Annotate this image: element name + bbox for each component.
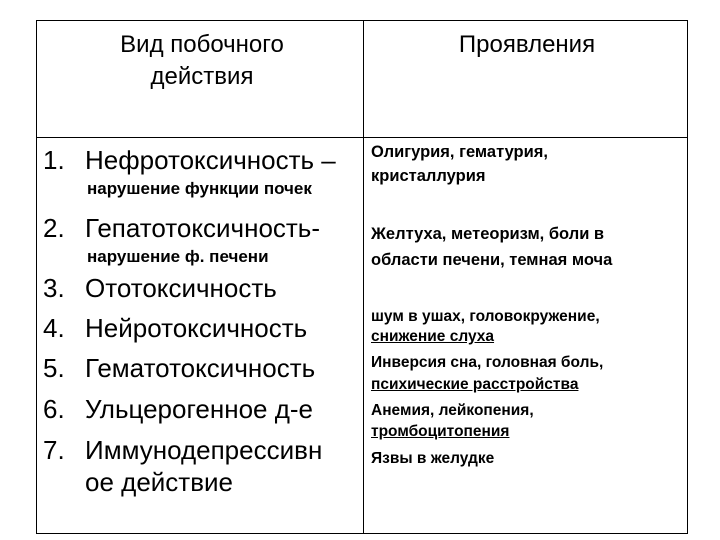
item-5-title: Гематотоксичность — [85, 353, 316, 383]
item-2-title: Гепатотоксичность- — [85, 213, 321, 243]
header-side-effect-type — [77, 29, 327, 93]
manifestation-3-line2: снижение слуха — [371, 328, 495, 345]
item-1-number: 1. — [43, 145, 65, 175]
manifestation-2-line2: области печени, темная моча — [371, 251, 613, 269]
manifestation-4-line1: Инверсия сна, головная боль, — [371, 354, 604, 371]
manifestation-5-line1: Анемия, лейкопения, — [371, 402, 534, 419]
header-left-line1: Вид побочного — [120, 31, 284, 58]
item-7-number: 7. — [43, 435, 65, 465]
manifestation-2-line1: Желтуха, метеоризм, боли в — [371, 225, 605, 243]
item-1-title: Нефротоксичность – — [85, 145, 336, 175]
side-effects-table — [36, 20, 688, 534]
item-3-title: Ототоксичность — [85, 273, 277, 303]
item-6-number: 6. — [43, 394, 65, 424]
manifestation-6: Язвы в желудке — [371, 450, 495, 467]
item-7-title-line1: Иммунодепрессивн — [85, 435, 323, 465]
item-2-subtitle: нарушение ф. печени — [87, 247, 269, 266]
item-3-number: 3. — [43, 273, 65, 303]
manifestation-4-line2: психические расстройства — [371, 376, 579, 393]
manifestation-1-line2: кристаллурия — [371, 167, 486, 185]
header-divider — [37, 137, 687, 138]
item-7-title-line2: ое действие — [85, 467, 234, 497]
item-6-title: Ульцерогенное д-е — [85, 394, 313, 424]
manifestation-5-line2: тромбоцитопения — [371, 423, 510, 440]
item-1-subtitle: нарушение функции почек — [87, 179, 312, 198]
item-2-number: 2. — [43, 213, 65, 243]
column-divider — [363, 21, 364, 533]
header-manifestations: Проявления — [458, 31, 596, 58]
item-4-title: Нейротоксичность — [85, 313, 308, 343]
header-left-line2: действия — [150, 63, 254, 90]
manifestation-3-line1: шум в ушах, головокружение, — [371, 308, 600, 325]
item-5-number: 5. — [43, 353, 65, 383]
item-4-number: 4. — [43, 313, 65, 343]
manifestation-1-line1: Олигурия, гематурия, — [371, 143, 548, 161]
